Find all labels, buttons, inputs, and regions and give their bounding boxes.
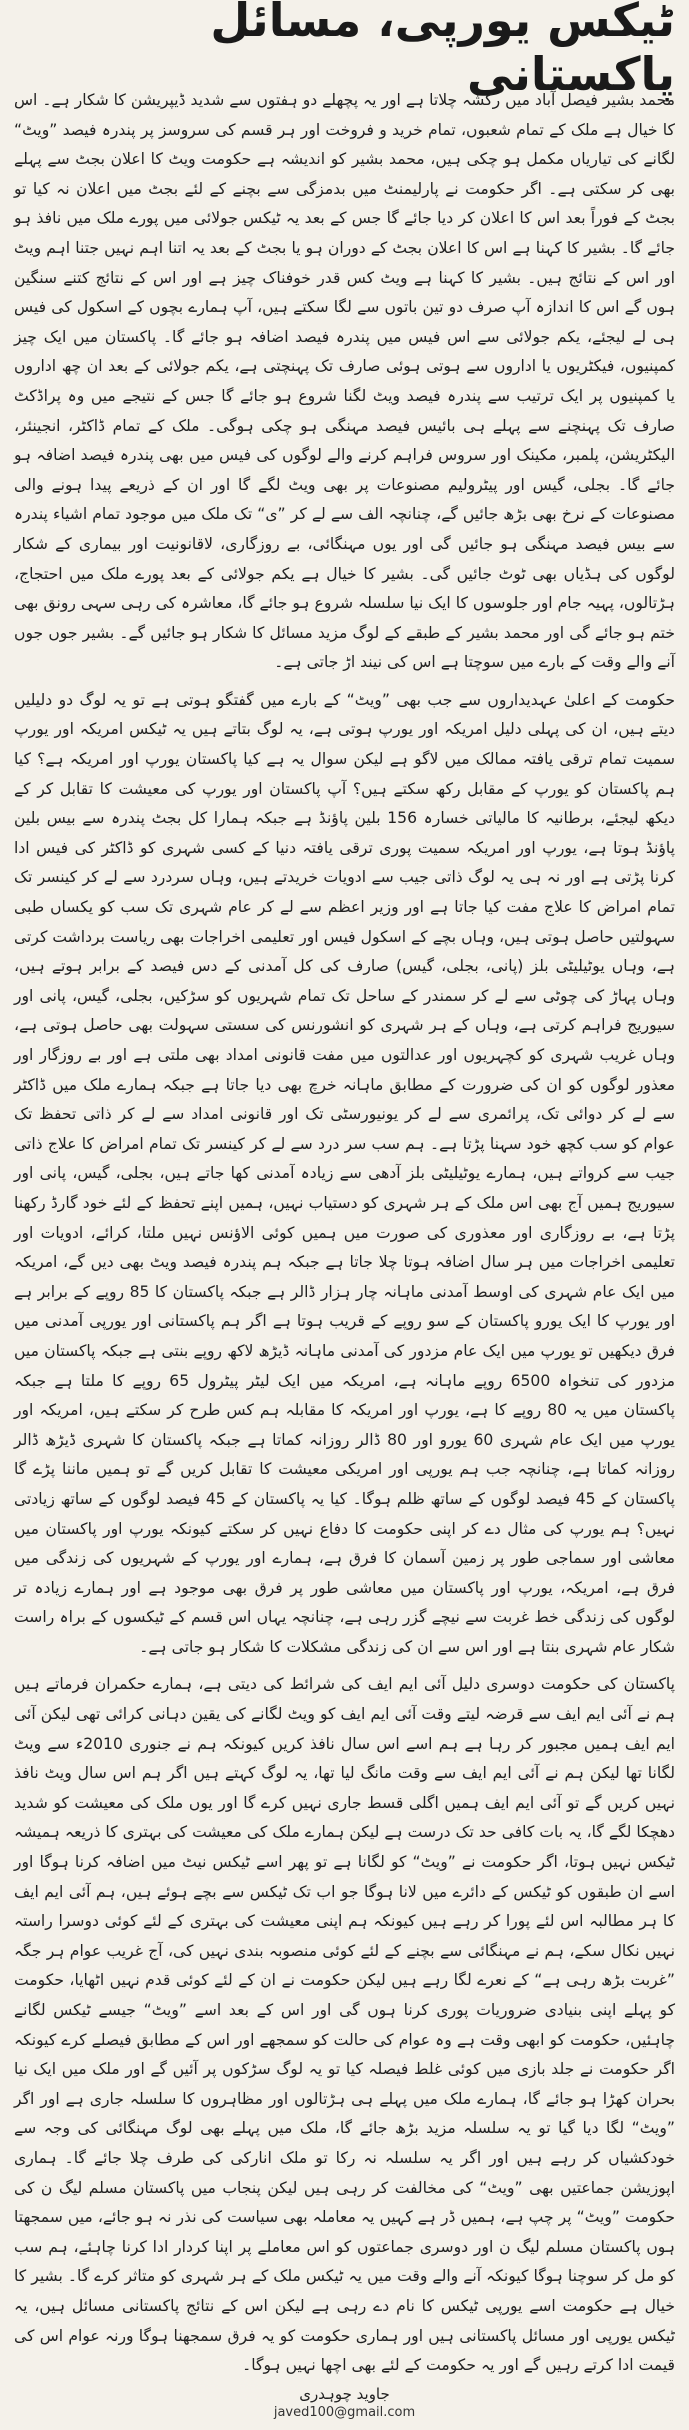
article-paragraph: محمد بشیر فیصل آباد میں رکشہ چلاتا ہے اور یہ پچھلے دو ہفتوں سے شدید ڈیپریشن کا شکار ہے۔ اس کا خیال ہے ملک کے تمام شعبوں، تمام خرید و فروخت اور ہر قسم کی سروسز پر پندرہ فیصد ”ویٹ“ لگانے کی تیاریاں مکمل ہو چکی ہیں، محمد بشیر کو اندیشہ ہے حکومت ویٹ کا اعلان بجٹ سے پہلے بھی کر سکتی ہے۔ اگر حکومت نے پارلیمنٹ میں بدمزگی سے بچنے کے لئے بجٹ میں اعلان نہ کیا تو بجٹ کے فوراً بعد اس کا اعلان کر دیا جائے گا جس کے بعد یہ ٹیکس جولائی میں پورے ملک میں نافذ ہو جائے گا۔ بشیر کا کہنا ہے اس کا اعلان بجٹ کے دوران ہو یا بجٹ کے بعد یہ اتنا اہم نہیں جتنا اہم ویٹ اور اس کے نتائج ہیں۔ بشیر کا کہنا ہے ویٹ کس قدر خوفناک چیز ہے اور اس کے نتائج کتنے سنگین ہوں گے اس کا اندازہ آپ صرف دو تین باتوں سے لگا سکتے ہیں، آپ ہمارے بچوں کے اسکول کی فیس ہی لے لیجئے، یکم جولائی سے اس فیس میں پندرہ فیصد اضافہ ہو جائے گا۔ پاکستان میں ایک چیز کمپنیوں، فیکٹریوں یا اداروں سے ہوتی ہوئی صارف تک پہنچتی ہے، یکم جولائی کے بعد ان چھ اداروں یا کمپنیوں پر ایک ترتیب سے پندرہ فیصد ویٹ لگنا شروع ہو جائے گا جس کے نتیجے میں وہ پراڈکٹ صارف تک پہنچنے سے پہلے ہی بائیس فیصد مہنگی ہو چکی ہوگی۔ ملک کے تمام ڈاکٹر، انجینئر، الیکٹریشن، پلمبر، مکینک اور سروس فراہم کرنے والے لوگوں کی فیس میں بھی پندرہ فیصد اضافہ ہو جائے گا۔ بجلی، گیس اور پیٹرولیم مصنوعات پر بھی ویٹ لگے گا اور ان کے ذریعے پیدا ہونے والی مصنوعات کے نرخ بھی بڑھ جائیں گے، چنانچہ الف سے لے کر ”ی“ تک ملک میں موجود تمام اشیاء پندرہ سے بیس فیصد مہنگی ہو جائیں گی اور یوں مہنگائی، بے روزگاری، لاقانونیت اور بیماری کے شکار لوگوں کی ہڈیاں بھی ٹوٹ جائیں گی۔ بشیر کا خیال ہے یکم جولائی کے بعد پورے ملک میں احتجاج، ہڑتالوں، پہیہ جام اور جلوسوں کا ایک نیا سلسلہ شروع ہو جائے گا، معاشرہ کی رہی سہی رونق بھی ختم ہو جائے گی اور محمد بشیر کے طبقے کے لوگ مزید مسائل کا شکار ہو جائیں گے۔ بشیر جوں جوں آنے والے وقت کے بارے میں سوچتا ہے اس کی نیند اڑ جاتی ہے۔ [14, 91, 675, 672]
headline: ٹیکس یورپی، مسائل پاکستانی [210, 0, 675, 101]
author-email: javed100@gmail.com [273, 2404, 416, 2420]
article-paragraph: حکومت کے اعلیٰ عہدیداروں سے جب بھی ”ویٹ“ کے بارے میں گفتگو ہوتی ہے تو یہ لوگ دو دلیلیں دیتے ہیں، ان کی پہلی دلیل امریکہ اور یورپ ہوتی ہے، یہ لوگ بتاتے ہیں یہ ٹیکس امریکہ اور یورپ سمیت تمام ترقی یافتہ ممالک میں لاگو ہے لیکن سوال یہ ہے کیا پاکستان یورپ اور امریکہ ہے؟ کیا ہم پاکستان کو یورپ کے مقابل رکھ سکتے ہیں؟ آپ پاکستان اور یورپ کی معیشت کا تقابل کر کے دیکھ لیجئے، برطانیہ کا مالیاتی خسارہ 156 بلین پاؤنڈ ہے جبکہ ہمارا کل بجٹ پندرہ سے بیس بلین پاؤنڈ ہوتا ہے، یورپ اور امریکہ سمیت پوری ترقی یافتہ دنیا کے کسی شہری کو ڈاکٹر کی فیس ادا کرنا پڑتی ہے اور نہ ہی یہ لوگ ذاتی جیب سے ادویات خریدتے ہیں، وہاں سردرد سے لے کر کینسر تک تمام امراض کا علاج مفت کیا جاتا ہے اور وزیر اعظم سے لے کر عام شہری تک سب کو یکساں طبی سہولتیں حاصل ہوتی ہیں، وہاں بچے کے اسکول فیس اور تعلیمی اخراجات بھی ریاست برداشت کرتی ہے، وہاں یوٹیلیٹی بلز (پانی، بجلی، گیس) صارف کی کل آمدنی کے دس فیصد کے برابر ہوتے ہیں، وہاں پہاڑ کی چوٹی سے لے کر سمندر کے ساحل تک تمام شہریوں کو سڑکیں، بجلی، گیس، پانی اور سیوریج فراہم کرتی ہے، وہاں کے ہر شہری کو انشورنس کی سستی سہولت بھی حاصل ہوتی ہے، وہاں غریب شہری کو کچہریوں اور عدالتوں میں مفت قانونی امداد بھی ملتی ہے اور بے روزگار اور معذور لوگوں کو ان کی ضرورت کے مطابق ماہانہ خرچ بھی دیا جاتا ہے جبکہ ہمارے ملک میں ڈاکٹر سے لے کر دوائی تک، پرائمری سے لے کر یونیورسٹی تک اور قانونی امداد سے لے کر ذاتی تحفظ تک عوام کو سب کچھ خود سہنا پڑتا ہے۔ ہم سب سر درد سے لے کر کینسر تک تمام امراض کا علاج ذاتی جیب سے کرواتے ہیں، ہمارے یوٹیلیٹی بلز آدھی سے زیادہ آمدنی کھا جاتے ہیں، بجلی، گیس، پانی اور سیوریج ہمیں آج بھی اس ملک کے ہر شہری کو دستیاب نہیں، ہمیں اپنے تحفظ کے لئے خود گارڈ رکھنا پڑتا ہے، بے روزگاری اور معذوری کی صورت میں ہمیں کوئی الاؤنس نہیں ملتا، کرائے، ادویات اور تعلیمی اخراجات میں ہر سال اضافہ ہوتا چلا جاتا ہے جبکہ ہم پندرہ فیصد ویٹ بھی دیں گے، امریکہ میں ایک عام شہری کی اوسط آمدنی ماہانہ چار ہزار ڈالر ہے جبکہ پاکستان کا 85 روپے کے برابر ہے اور یورپ کا ایک یورو پاکستان کے سو روپے کے قریب ہوتا ہے اگر ہم پاکستانی اور یورپی آمدنی میں فرق دیکھیں تو یورپ میں ایک عام مزدور کی آمدنی ماہانہ ڈیڑھ لاکھ روپے بنتی ہے جبکہ پاکستان میں مزدور کی تنخواہ 6500 روپے ماہانہ ہے، امریکہ میں ایک لیٹر پیٹرول 65 روپے کا ملتا ہے جبکہ پاکستان میں یہ 80 روپے کا ہے، یورپ اور امریکہ کا مقابلہ ہم کس طرح کر سکتے ہیں، امریکہ اور یورپ میں ایک عام شہری 60 یورو اور 80 ڈالر روزانہ کماتا ہے جبکہ پاکستان کا شہری ڈیڑھ ڈالر روزانہ کماتا ہے، چنانچہ جب ہم یورپی اور امریکی معیشت کا تقابل کریں گے تو ہمیں ماننا پڑے گا پاکستان کے 45 فیصد لوگوں کے ساتھ ظلم ہوگا۔ کیا یہ پاکستان کے 45 فیصد لوگوں کے ساتھ زیادتی نہیں؟ ہم یورپ کی مثال دے کر اپنی حکومت کا دفاع نہیں کر سکتے کیونکہ یورپ اور پاکستان میں معاشی اور سماجی طور پر زمین آسمان کا فرق ہے، ہمارے اور یورپ کے شہریوں کی زندگی میں فرق ہے، امریکہ، یورپ اور پاکستان میں معاشی طور پر فرق بھی موجود ہے اور ہمارے زیادہ تر لوگوں کی زندگی خط غربت سے نیچے گزر رہی ہے، چنانچہ یہاں اس قسم کے ٹیکسوں کے براہ راست شکار عام شہری بنتا ہے اور اس سے ان کی زندگی مشکلات کا شکار ہو جاتی ہے۔ [14, 690, 676, 1656]
headline-area [14, 0, 675, 101]
article-body [14, 86, 675, 2381]
author-name: جاوید چوہدری [299, 2384, 390, 2403]
article-paragraph: پاکستان کی حکومت دوسری دلیل آئی ایم ایف کی شرائط کی دیتی ہے، ہمارے حکمران فرماتے ہیں ہم نے آئی ایم ایف سے قرضہ لیتے وقت آئی ایم ایف کو ویٹ لگانے کی یقین دہانی کرائی تھی لیکن آئی ایم ایف ہمیں مجبور کر رہا ہے ہم اسے اس سال نافذ کریں کیونکہ ہم نے جنوری 2010ء سے ویٹ لگانا تھا لیکن ہم نے آئی ایم ایف سے وقت مانگ لیا تھا، یہ لوگ کہتے ہیں اگر ہم اس سال ویٹ نافذ نہیں کریں گے تو آئی ایم ایف ہمیں اگلی قسط جاری نہیں کرے گا اور یوں ملک کی معیشت کو شدید دھچکا لگے گا، یہ بات کافی حد تک درست ہے لیکن ہمارے ملک کی معیشت کی بہتری کا ذریعہ ہمیشہ ٹیکس نہیں ہوتا، اگر حکومت نے ”ویٹ“ کو لگانا ہے تو پھر اسے ٹیکس نیٹ میں اضافہ کرنا ہوگا اور اسے ان طبقوں کو ٹیکس کے دائرے میں لانا ہوگا جو اب تک ٹیکس سے بچے ہوئے ہیں، ہم آئی ایم ایف کا ہر مطالبہ اس لئے پورا کر رہے ہیں کیونکہ ہم اپنی معیشت کی بہتری کے لئے کوئی دوسرا راستہ نہیں نکال سکے، ہم نے مہنگائی سے بچنے کے لئے کوئی منصوبہ بندی نہیں کی، آج غریب عوام ہر جگہ ”غربت بڑھ رہی ہے“ کے نعرے لگا رہے ہیں لیکن حکومت نے ان کے لئے کوئی قدم نہیں اٹھایا، حکومت کو پہلے اپنی بنیادی ضروریات پوری کرنا ہوں گی اور اس کے بعد اسے ”ویٹ“ جیسے ٹیکس لگانے چاہئیں، حکومت کو ابھی وقت ہے وہ عوام کی حالت کو سمجھے اور اس کے مطابق فیصلے کرے کیونکہ اگر حکومت نے جلد بازی میں کوئی غلط فیصلہ کیا تو یہ لوگ سڑکوں پر آئیں گے اور ملک میں ایک نیا بحران کھڑا ہو جائے گا، ہمارے ملک میں پہلے ہی ہڑتالوں اور مظاہروں کا سلسلہ جاری ہے اور اگر ”ویٹ“ لگا دیا گیا تو یہ سلسلہ مزید بڑھ جائے گا، ملک میں پہلے بھی لوگ مہنگائی کی وجہ سے خودکشیاں کر رہے ہیں اور اگر یہ سلسلہ نہ رکا تو ملک انارکی کی طرف چلا جائے گا۔ ہماری اپوزیشن جماعتیں بھی ”ویٹ“ کی مخالفت کر رہی ہیں لیکن پنجاب میں پاکستان مسلم لیگ ن کی حکومت ”ویٹ“ پر چپ ہے، ہمیں ڈر ہے کہیں یہ معاملہ بھی سیاست کی نذر نہ ہو جائے، میں سمجھتا ہوں پاکستان مسلم لیگ ن اور دوسری جماعتوں کو اس معاملے پر اپنا کردار ادا کرنا چاہئے، ہم سب کو مل کر سوچنا ہوگا کیونکہ آنے والے وقت میں یہ ٹیکس ملک کے ہر شہری کو متاثر کرے گا۔ بشیر کا خیال ہے حکومت اسے یورپی ٹیکس کا نام دے رہی ہے لیکن اس کے نتائج پاکستانی مسائل ہیں، یہ ٹیکس یورپی اور مسائل پاکستانی ہیں اور ہماری حکومت کو یہ فرق سمجھنا ہوگا ورنہ عوام اس کی قیمت ادا کرتے رہیں گے اور یہ حکومت کے لئے بھی اچھا نہیں ہوگا۔ [14, 1675, 675, 2375]
